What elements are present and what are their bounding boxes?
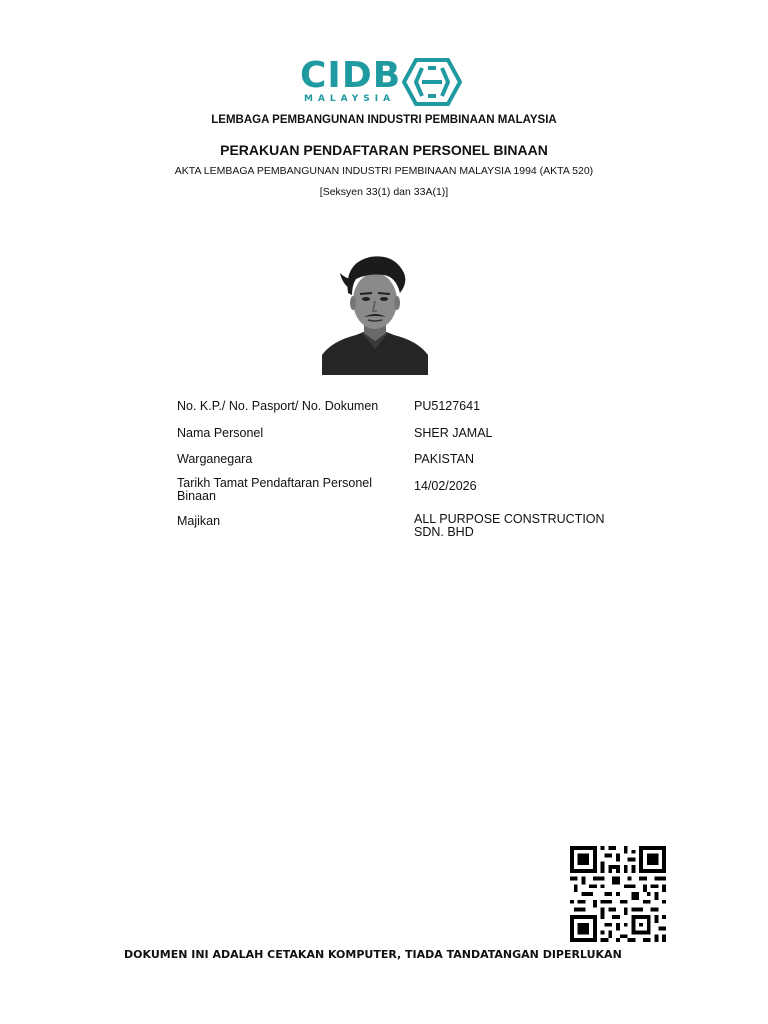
document-number-value: PU5127641 bbox=[414, 399, 481, 413]
qr-code-icon bbox=[568, 846, 668, 942]
personnel-photo bbox=[322, 249, 428, 375]
cidb-hexagon-icon bbox=[402, 58, 462, 106]
employer-label: Majikan bbox=[177, 514, 221, 528]
act-reference: AKTA LEMBAGA PEMBANGUNAN INDUSTRI PEMBINAAN MALAYSIA 1994 (AKTA 520) bbox=[174, 165, 594, 177]
expiry-date-value: 14/02/2026 bbox=[414, 479, 477, 493]
employer-value: ALL PURPOSE CONSTRUCTION SDN. BHD bbox=[414, 512, 605, 539]
personnel-name-value: SHER JAMAL bbox=[414, 426, 493, 440]
personnel-name-label: Nama Personel bbox=[177, 426, 264, 440]
nationality-label: Warganegara bbox=[177, 452, 253, 466]
cidb-logo bbox=[300, 56, 468, 108]
certificate-title: PERAKUAN PENDAFTARAN PERSONEL BINAAN bbox=[220, 142, 548, 158]
document-number-label: No. K.P./ No. Pasport/ No. Dokumen bbox=[177, 399, 379, 413]
logo-brand-text: CIDB bbox=[300, 55, 402, 96]
logo-country-text: MALAYSIA bbox=[304, 94, 396, 104]
person-photo-image bbox=[322, 249, 428, 375]
agency-name: LEMBAGA PEMBANGUNAN INDUSTRI PEMBINAAN MALAYSIA bbox=[211, 114, 557, 126]
footer-notice: DOKUMEN INI ADALAH CETAKAN KOMPUTER, TIADA TANDATANGAN DIPERLUKAN bbox=[124, 948, 622, 961]
nationality-value: PAKISTAN bbox=[414, 452, 474, 466]
section-reference: [Seksyen 33(1) dan 33A(1)] bbox=[319, 186, 449, 198]
expiry-date-label: Tarikh Tamat Pendaftaran Personel Binaan bbox=[177, 476, 373, 503]
